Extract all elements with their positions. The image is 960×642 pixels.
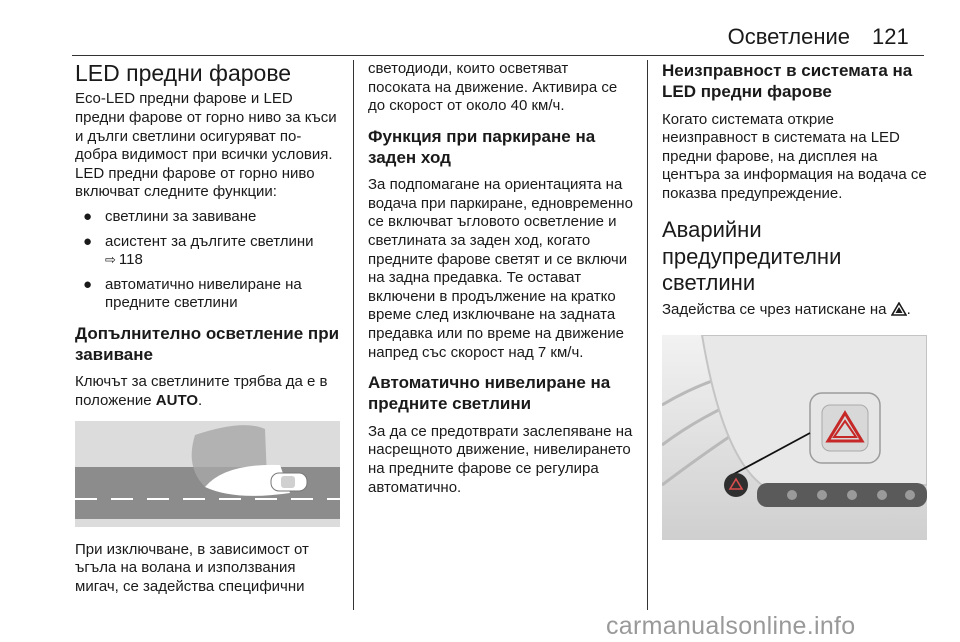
hazard-text-end: . [906,300,911,318]
hazard-lights-title: Аварийни предупредителни светлини [662,217,842,296]
hazard-switch-photo [662,335,927,540]
bullet-icon: ● [83,275,93,293]
list-item-text: асистент за дългите светлини [105,232,314,250]
column-3 [662,60,927,540]
continued-paragraph: светодиоди, които осветяват посоката на движение. Активира се до скорост от около 40 км/ч. [368,60,618,115]
header-rule [72,55,924,56]
led-features-list [75,208,340,313]
dashboard-illustration [662,335,927,540]
reverse-parking-heading: Функция при паркиране на заден ход [368,126,596,168]
column-2 [368,60,633,503]
list-item [75,276,340,313]
led-intro-paragraph: Eco-LED предни фарове и LED предни фарове от горно ниво за къси и дълги светлини осигуряват по-добра видимост при всички условия. LED предни фарове от горно ниво включват следните функции: [75,90,337,201]
list-item-text: светлини за завиване [105,208,257,225]
section-title: Осветление [727,24,850,49]
auto-leveling-paragraph: За да се предотврати заслепяване на насрещното движение, нивелирането на предните фарове се регулира автоматично. [368,422,633,496]
list-item-text: автоматично нивелиране на предните светлини [105,275,302,312]
cornering-paragraph [75,373,340,410]
page-reference-link[interactable]: 118 [118,251,143,269]
watermark: carmanualsonline.info [606,612,856,640]
cornering-text: Ключът за светлините трябва да е в положение [75,373,328,410]
after-figure-paragraph: При изключване, в зависимост от ъгъла на волана и използвания мигач, се задейства специфични [75,540,309,595]
small-hazard-button [724,473,748,497]
column-divider-1 [353,60,354,610]
reverse-parking-paragraph: За подпомагане на ориентацията на водача при паркиране, едновременно се включват ъгловото осветление и светлината за заден ход, когато предните фарове светят и се включи на задна предавка. Те остават включени в продължение на кратко време след изключване на задната предавка или по време на движение напред със скорост над 7 км/ч. [368,176,633,361]
bullet-icon: ● [83,208,93,225]
cornering-light-illustration [75,421,340,527]
column-divider-2 [647,60,648,610]
cornering-light-heading: Допълнително осветление при завиване [75,323,340,365]
cornering-light-diagram [75,421,340,527]
car-icon [271,473,307,491]
page-reference-icon: ⇨ [105,252,116,268]
bullet-icon: ● [83,232,93,250]
list-item [75,208,340,227]
page-number: 121 [872,24,909,49]
hazard-paragraph [662,301,927,322]
column-1 [75,60,340,602]
auto-leveling-heading: Автоматично нивелиране на предните светлини [368,373,611,414]
led-headlights-title: LED предни фарове [75,60,292,86]
hazard-button [810,393,880,463]
auto-keyword: AUTO [155,392,199,410]
list-item [75,233,340,270]
led-fault-paragraph: Когато системата открие неизправност в системата на LED предни фарове, на дисплея на центъра за информация на водача се показва предупреждение. [662,110,927,202]
button-strip [757,483,927,507]
led-fault-heading: Неизправност в системата на LED предни фарове [662,61,913,102]
hazard-text: Задейства се чрез натискане на [662,300,887,318]
cornering-text-end: . [198,392,203,410]
hazard-triangle-icon [891,302,907,322]
